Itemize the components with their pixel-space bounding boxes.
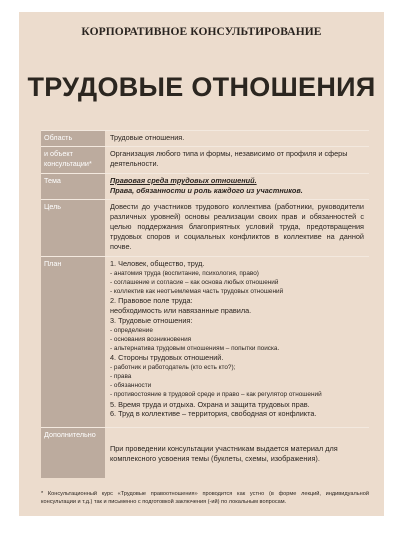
topic-line-2: Права, обязанности и роль каждого из участников.: [110, 185, 303, 195]
plan-item: - соглашение и согласие – как основа любых отношений: [110, 279, 279, 287]
plan-item: 6. Труд в коллективе – территория, свободная от конфликта.: [110, 409, 317, 419]
plan-item: - анатомия труда (воспитание, психология, право): [110, 269, 259, 277]
topic-label: Тема: [41, 174, 105, 199]
extra-text: При проведении консультации участникам выдается материал для комплексного усвоения темы (буклеты, схемы, изображения).: [110, 444, 338, 463]
document-sheet: [19, 12, 384, 516]
plan-item: - противостояние в трудовой среде и право – как регулятор отношений: [110, 391, 322, 399]
extra-label: Дополнительно: [41, 428, 105, 478]
footnote: * Консультационный курс «Трудовые правоотношения» проводится как устно (в форме лекций, индивидуальной консультации и т.д.) так и письменно с подготовкой заключения (-ий) по локальным вопросам.: [41, 491, 369, 506]
plan-value: [105, 257, 369, 427]
topic-line-1: Правовая среда трудовых отношений.: [110, 176, 257, 185]
plan-item: 3. Трудовые отношения:: [110, 316, 193, 326]
plan-item: - основания возникновения: [110, 336, 192, 344]
plan-item: 4. Стороны трудовых отношений.: [110, 353, 224, 363]
plan-item: необходимость или навязанные правила.: [110, 306, 252, 316]
plan-item: 5. Время труда и отдыха. Охрана и защита трудовых прав.: [110, 399, 310, 409]
plan-item: - коллектив как неотъемлемая часть трудовых отношений: [110, 288, 284, 296]
plan-item: - альтернатива трудовым отношениям – попытки поиска.: [110, 345, 280, 353]
row-extra: [41, 427, 369, 478]
row-topic: [41, 173, 369, 199]
area-value: Трудовые отношения.: [110, 133, 185, 142]
plan-item: - работник и работодатель (кто есть кто?);: [110, 364, 236, 372]
plan-item: - определение: [110, 326, 153, 334]
page-title: ТРУДОВЫЕ ОТНОШЕНИЯ: [27, 72, 376, 102]
extra-value: [105, 428, 369, 478]
page-header: КОРПОРАТИВНОЕ КОНСУЛЬТИРОВАНИЕ: [81, 26, 322, 38]
plan-item: 2. Правовое поле труда:: [110, 296, 193, 306]
goal-label: Цель: [41, 200, 105, 256]
plan-item: - обязанности: [110, 382, 152, 390]
object-value: Организация любого типа и формы, независимо от профиля и сферы деятельности.: [110, 149, 348, 168]
goal-value: Довести до участников трудового коллектива (работники, руководители различных уровней) основы реализации своих прав и обязанностей с целью поддержания благоприятных условий труда, предотвращения трудовых споров и социальных конфликтов в коллективе на данной почве.: [110, 202, 364, 251]
plan-item: 1. Человек, общество, труд.: [110, 259, 205, 268]
object-label: и объект консультации*: [41, 147, 105, 173]
row-plan: [41, 256, 369, 427]
plan-label: План: [41, 257, 105, 427]
info-table: [41, 130, 369, 478]
row-goal: [41, 199, 369, 256]
row-area: [41, 130, 369, 146]
topic-value: [105, 174, 369, 199]
plan-item: - права: [110, 373, 132, 381]
area-label: Область: [41, 131, 105, 146]
row-object: [41, 146, 369, 173]
